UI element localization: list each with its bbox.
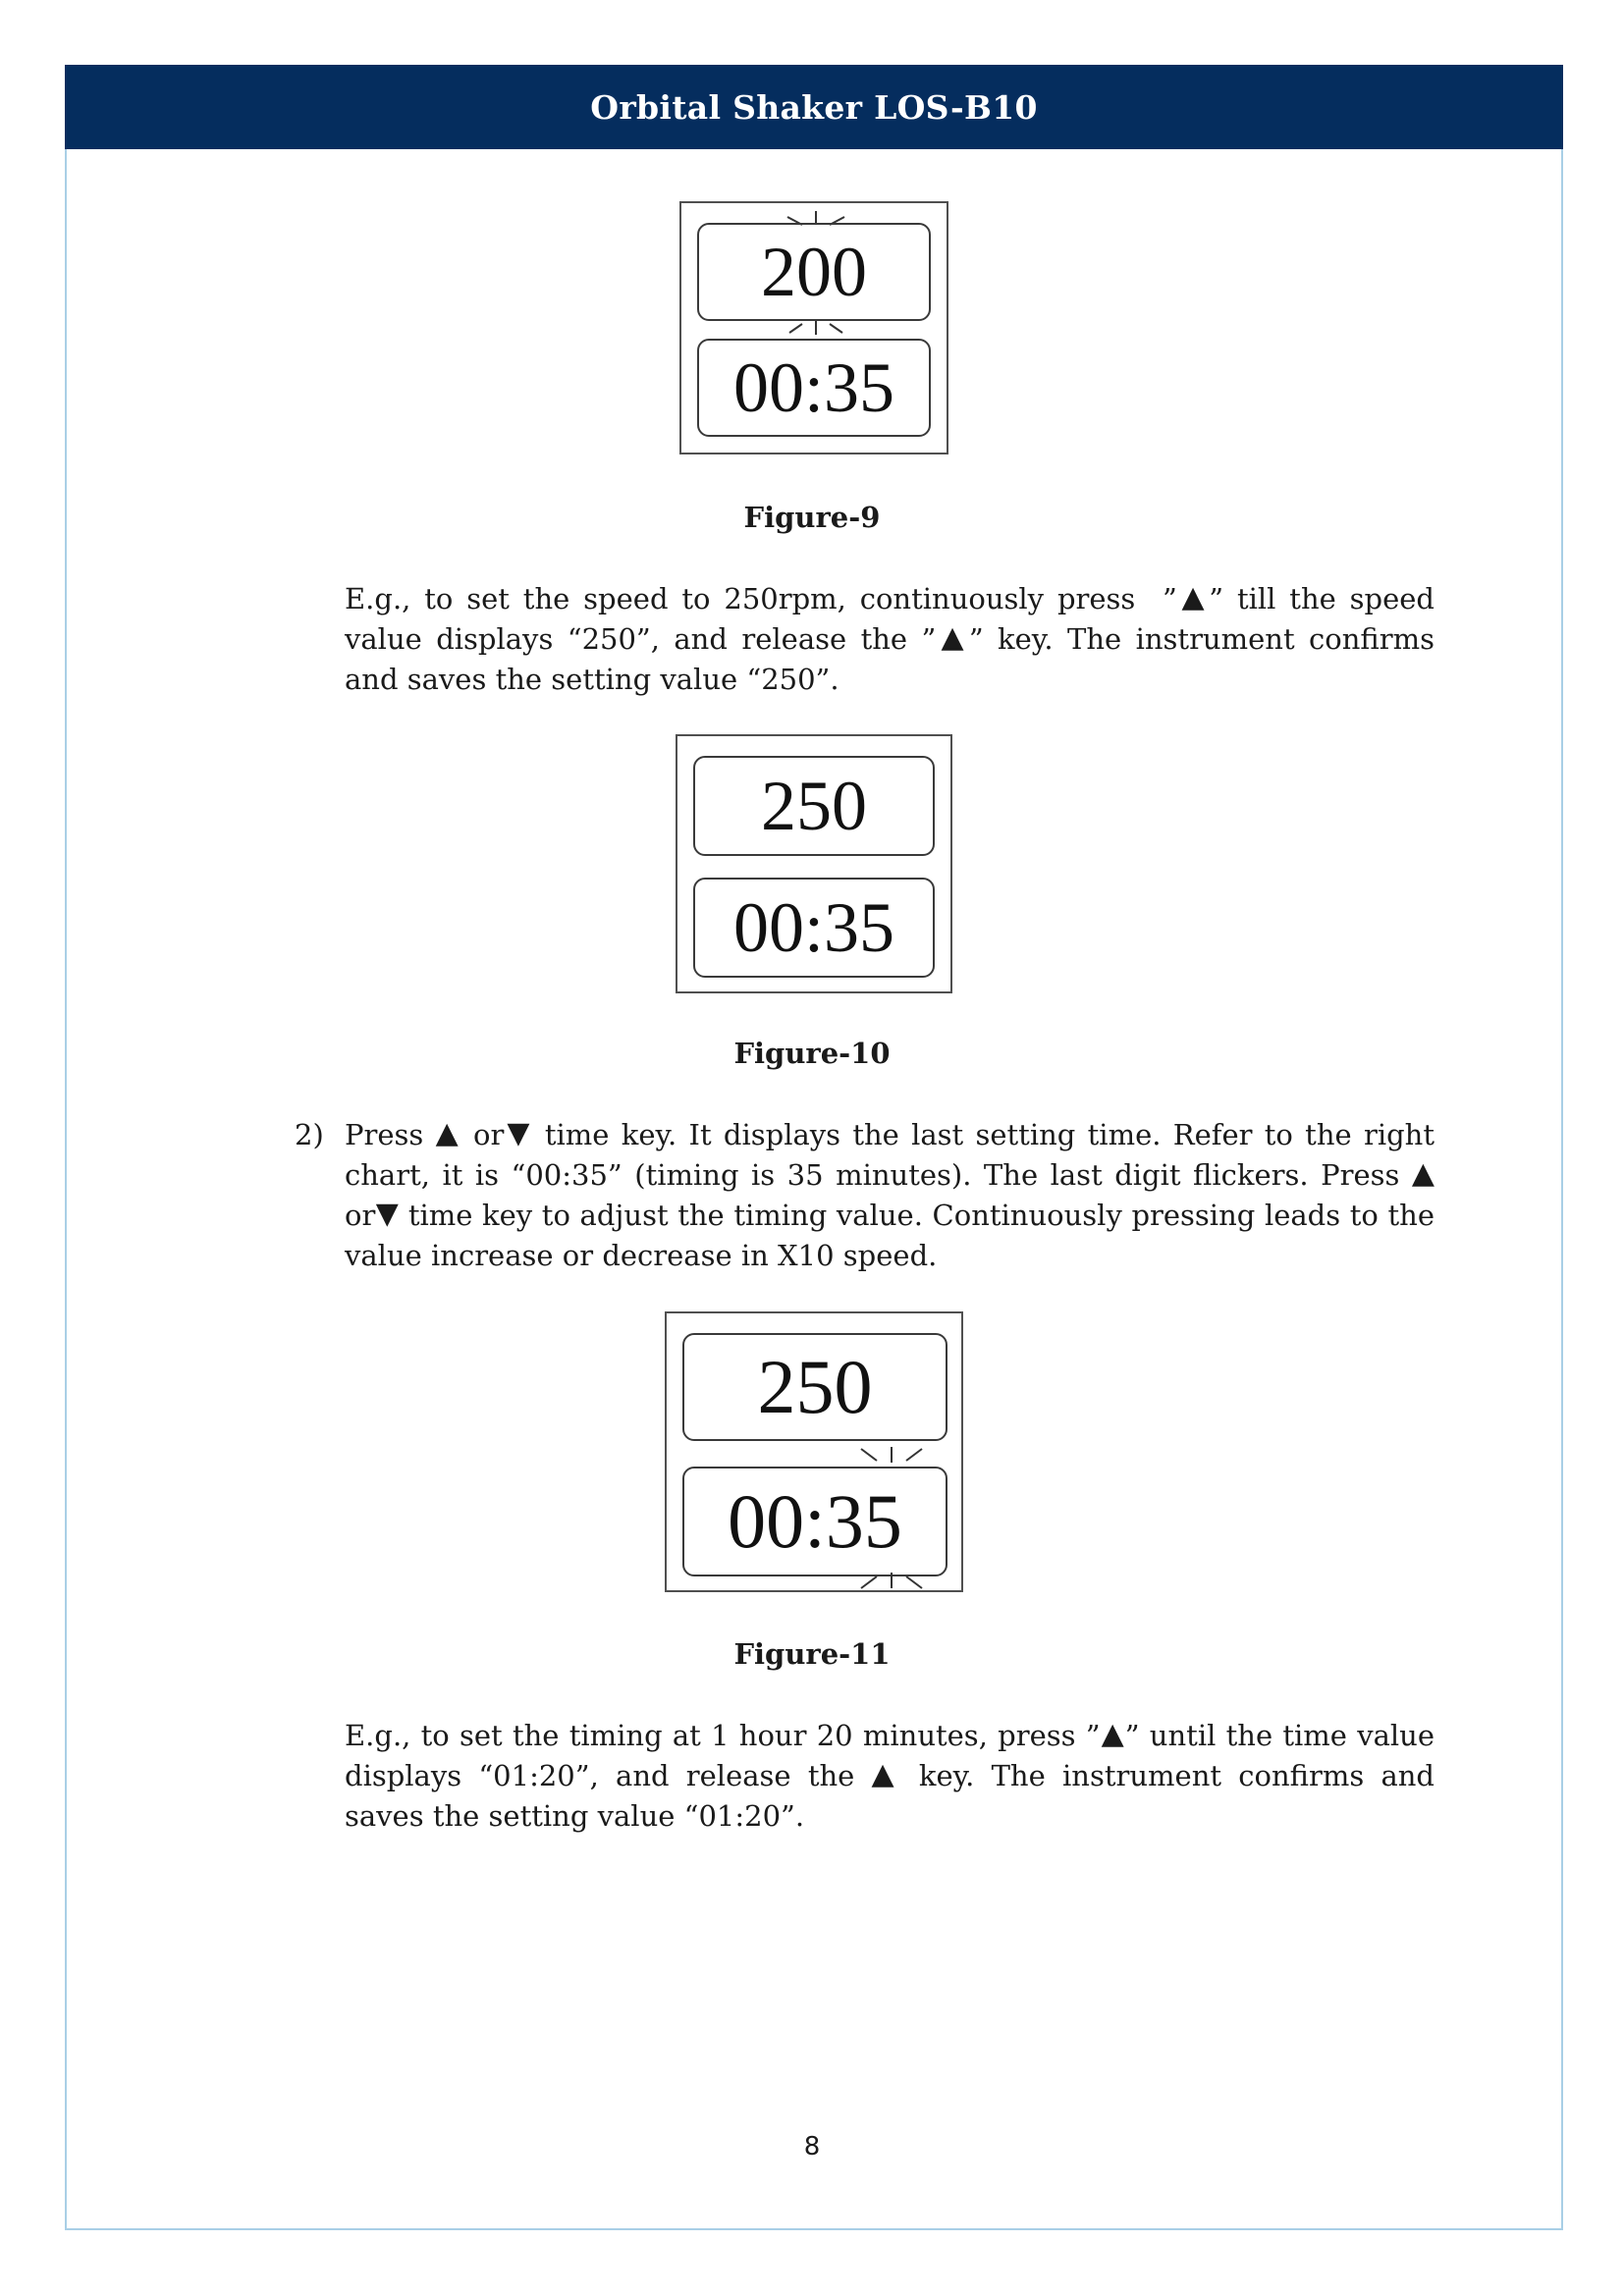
figure-9-caption: Figure-9 <box>743 501 881 534</box>
paragraph-speed-example: E.g., to set the speed to 250rpm, continuously press ”▲” till the speed value displays “250”, and release the ”▲” key. The instrument confirms and saves the setting value “250”. <box>345 580 1435 696</box>
figure-11-caption: Figure-11 <box>733 1637 891 1671</box>
up-arrow-icon: ▲ <box>1100 1717 1125 1751</box>
speed-display: 250 <box>693 756 935 856</box>
page-header <box>65 65 1563 149</box>
page-number: 8 <box>803 2132 821 2162</box>
figure-11-display <box>665 1311 963 1592</box>
flicker-rays-top-icon <box>667 1443 965 1468</box>
time-display: 00:35 <box>697 339 931 437</box>
down-arrow-icon: ▼ <box>504 1116 533 1150</box>
flicker-rays-bottom-icon <box>667 1571 965 1592</box>
up-arrow-icon: ▲ <box>936 620 969 655</box>
time-display: 00:35 <box>682 1467 947 1576</box>
paragraph-timing-example: E.g., to set the timing at 1 hour 20 minutes, press ”▲” until the time value displays “01:20”, and release the ▲ key. The instrument confirms and saves the setting value “01:20”. <box>345 1717 1435 1833</box>
figure-10-caption: Figure-10 <box>733 1037 891 1070</box>
up-arrow-icon: ▲ <box>1176 580 1210 614</box>
figure-9-display <box>679 201 948 454</box>
paragraph-time-key: Press ▲ or▼ time key. It displays the last setting time. Refer to the right chart, it is “00:35” (timing is 35 minutes). The last digit flickers. Press ▲ or▼ time key to adjust the timing value. Continuously pressing leads to the value increase or decrease in X10 speed. <box>345 1116 1435 1272</box>
time-display: 00:35 <box>693 878 935 978</box>
up-arrow-icon: ▲ <box>435 1116 461 1150</box>
list-number: 2) <box>295 1118 324 1151</box>
figure-10-display <box>676 734 952 993</box>
speed-display: 250 <box>682 1333 947 1441</box>
document-title: Orbital Shaker LOS-B10 <box>590 87 1038 127</box>
speed-display: 200 <box>697 223 931 321</box>
up-arrow-icon: ▲ <box>1411 1156 1435 1191</box>
flicker-rays-bottom-icon <box>681 319 950 339</box>
up-arrow-icon: ▲ <box>871 1757 902 1791</box>
down-arrow-icon: ▼ <box>375 1197 400 1231</box>
